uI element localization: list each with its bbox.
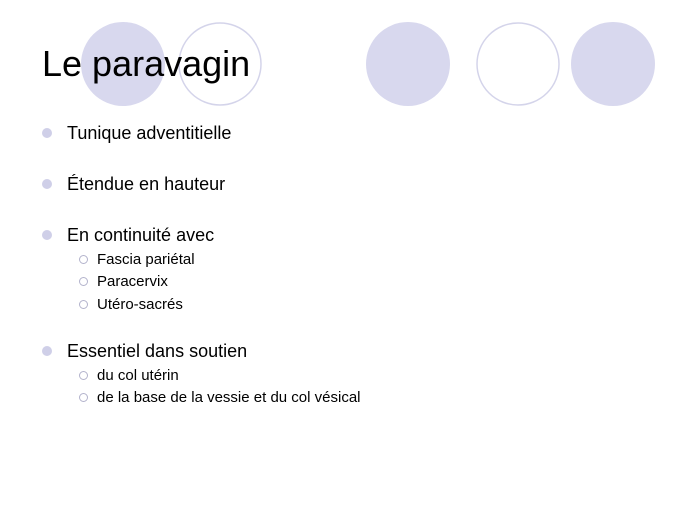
decor-circle-filled-3 xyxy=(571,22,655,106)
sub-bullet-circle-icon xyxy=(79,371,88,380)
sub-bullet-item xyxy=(79,294,183,314)
sub-bullet-text: Utéro-sacrés xyxy=(97,295,183,313)
sub-bullet-text: Paracervix xyxy=(97,272,168,290)
bullet-dot-icon xyxy=(42,128,52,138)
bullet-text: En continuité avec xyxy=(67,224,215,245)
bullet-item xyxy=(42,121,231,145)
bullet-item xyxy=(42,223,214,247)
bullet-dot-icon xyxy=(42,230,52,240)
bullet-text: Essentiel dans soutien xyxy=(67,340,248,361)
decor-circle-filled-2 xyxy=(366,22,450,106)
bullet-dot-icon xyxy=(42,179,52,189)
bullet-item xyxy=(42,172,225,196)
sub-bullet-circle-icon xyxy=(79,255,88,264)
sub-bullet-item xyxy=(79,271,168,291)
sub-bullet-item xyxy=(79,387,361,407)
bullet-text: Tunique adventitielle xyxy=(67,122,232,143)
sub-bullet-text: du col utérin xyxy=(97,366,179,384)
slide-title: Le paravagin xyxy=(42,43,251,84)
sub-bullet-text: de la base de la vessie et du col vésical xyxy=(97,388,361,406)
bullet-dot-icon xyxy=(42,346,52,356)
sub-bullet-circle-icon xyxy=(79,393,88,402)
decor-circle-outline-2 xyxy=(477,23,559,105)
sub-bullet-circle-icon xyxy=(79,277,88,286)
sub-bullet-item xyxy=(79,249,195,269)
sub-bullet-item xyxy=(79,365,179,385)
sub-bullet-text: Fascia pariétal xyxy=(97,250,195,268)
bullet-text: Étendue en hauteur xyxy=(67,173,226,194)
sub-bullet-circle-icon xyxy=(79,300,88,309)
bullet-item xyxy=(42,339,247,363)
